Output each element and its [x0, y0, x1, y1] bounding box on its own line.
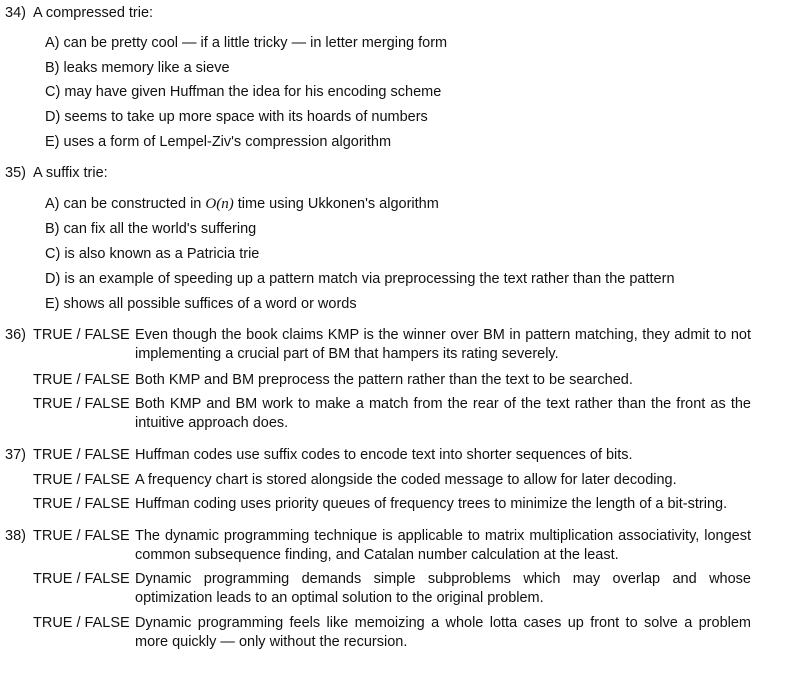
true-false-label: TRUE / FALSE [33, 372, 130, 388]
statement: Dynamic programming demands simple subproblems which may overlap and whose optimization leads to an optimal solution to the original problem. [135, 571, 751, 606]
true-false-label: TRUE / FALSE [33, 447, 130, 463]
question-stem: A compressed trie: [33, 5, 154, 21]
statement: A frequency chart is stored alongside the coded message to allow for later decoding. [135, 472, 677, 488]
statement: The dynamic programming technique is applicable to matrix multiplication associativity, longest common subsequence finding, and Catalan number calculation at the least. [135, 528, 751, 563]
option-a-prefix: A) can be constructed in [45, 196, 206, 212]
option-e: E) shows all possible suffices of a word or words [45, 296, 357, 312]
option-b: B) leaks memory like a sieve [45, 60, 230, 76]
statement: Dynamic programming feels like memoizing a whole lotta cases up front to solve a problem more quickly — only without the recursion. [135, 615, 751, 650]
option-d: D) seems to take up more space with its hoards of numbers [45, 109, 428, 125]
true-false-label: TRUE / FALSE [33, 528, 130, 544]
option-a [45, 195, 439, 213]
option-a: A) can be pretty cool — if a little tricky — in letter merging form [45, 35, 448, 51]
true-false-label: TRUE / FALSE [33, 615, 130, 631]
question-number: 37) [5, 447, 26, 463]
option-c: C) is also known as a Patricia trie [45, 246, 260, 262]
question-number: 34) [5, 5, 26, 21]
true-false-label: TRUE / FALSE [33, 327, 130, 343]
statement: Huffman codes use suffix codes to encode text into shorter sequences of bits. [135, 447, 633, 463]
true-false-label: TRUE / FALSE [33, 472, 130, 488]
big-o-notation: O(n) [205, 196, 234, 212]
question-stem: A suffix trie: [33, 165, 108, 181]
question-number: 35) [5, 165, 26, 181]
question-number: 36) [5, 327, 26, 343]
true-false-label: TRUE / FALSE [33, 571, 130, 587]
true-false-label: TRUE / FALSE [33, 396, 130, 412]
statement: Both KMP and BM preprocess the pattern rather than the text to be searched. [135, 372, 633, 388]
option-e: E) uses a form of Lempel-Ziv's compression algorithm [45, 134, 392, 150]
option-a-suffix: time using Ukkonen's algorithm [233, 196, 439, 212]
question-number: 38) [5, 528, 26, 544]
statement: Huffman coding uses priority queues of frequency trees to minimize the length of a bit-string. [135, 496, 728, 512]
option-d: D) is an example of speeding up a pattern match via preprocessing the text rather than the pattern [45, 271, 675, 287]
option-b: B) can fix all the world's suffering [45, 221, 257, 237]
option-c: C) may have given Huffman the idea for his encoding scheme [45, 84, 442, 100]
statement: Even though the book claims KMP is the winner over BM in pattern matching, they admit to not implementing a crucial part of BM that hampers its rating severely. [135, 327, 751, 362]
true-false-label: TRUE / FALSE [33, 496, 130, 512]
statement: Both KMP and BM work to make a match from the rear of the text rather than the front as the intuitive approach does. [135, 396, 751, 431]
